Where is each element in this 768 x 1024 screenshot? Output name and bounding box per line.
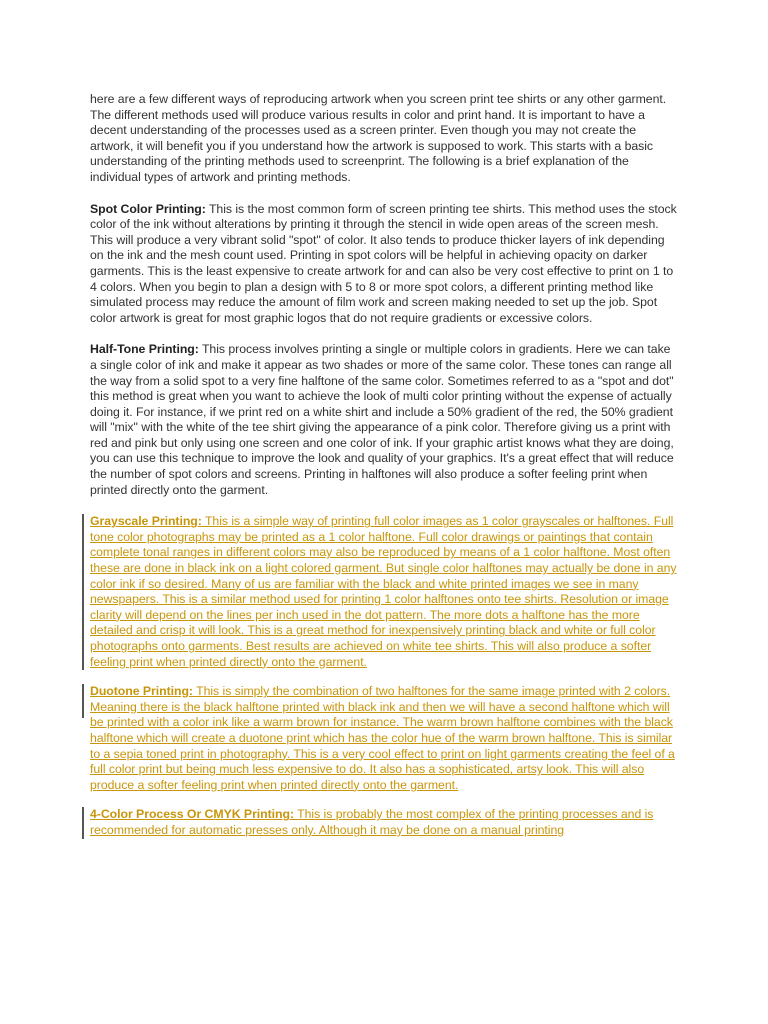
halftone-text: This process involves printing a single or multiple colors in gradients. Here we can take a single color of ink and make it appear as two shades or more of the same color. These tones can range all the way from a solid spot to a very fine halftone of the same color. Sometimes referred to as a "spot and dot" this method is great when you want to achieve the look of multi color printing without the expense of actually doing it. For instance, if we print red on a white shirt and include a 50% gradient of the red, the 50% gradient will "mix" with the white of the tee shirt giving the appearance of a pink color. Therefore giving us a print with red and pink but only using one screen and one color of ink. If your graphic artist knows what they are doing, you can use this technique to improve the look and quality of your graphics. It's a great effect that will reduce the number of spot colors and screens. Printing in halftones will also produce a softer feeling print when printed directly onto the garment. bbox=[90, 342, 674, 497]
duotone-heading: Duotone Printing: bbox=[90, 684, 193, 699]
duotone-link-block[interactable] bbox=[90, 684, 680, 793]
spot-color-text: This is the most common form of screen printing tee shirts. This method uses the stock color of the ink without alterations by printing it through the stencil in wide open areas of the screen mesh. This will produce a very vibrant solid "spot" of color. It also tends to produce thicker layers of ink depending on the ink and the mesh count used. Printing in spot colors will be helpful in achieving opacity on darker garments. This is the least expensive to create artwork for and can also be very cost effective to print on 1 to 4 colors. When you begin to plan a design with 5 to 8 or more spot colors, a different printing method like simulated process may reduce the amount of film work and screen making needed to set up the job. Spot color artwork is great for most graphic logos that do not require gradients or excessive colors. bbox=[90, 201, 677, 325]
duotone-text: This is simply the combination of two halftones for the same image printed with 2 colors. Meaning there is the black halftone printed with black ink and then we will have a second halftone which will be printed with a color ink like a warm brown for instance. The warm brown halftone combines with the black halftone which will create a duotone print which has the color hue of the warm brown halftone. This is similar to a sepia toned print in photography. This is a very cool effect to print on light garments creating the feel of a full color print but being much less expensive to do. It also has a sophisticated, artsy look. This will also produce a softer feeling print when printed directly onto the garment. bbox=[90, 684, 675, 792]
grayscale-link-block[interactable] bbox=[90, 514, 680, 670]
grayscale-text: This is a simple way of printing full color images as 1 color grayscales or halftones. Full tone color photographs may be printed as a 1 color halftone. Full color drawings or paintings that contain complete tonal ranges in different colors may also be reproduced by means of a 1 color halftone. Most often these are done in black ink on a light colored garment. But single color halftones may actually be done in any color ink if so desired. Many of us are familiar with the black and white printed images we see in many newspapers. This is a similar method used for printing 1 color halftones onto tee shirts. Resolution or image clarity will depend on the lines per inch used in the dot pattern. The more dots a halftone has the more detailed and crisp it will look. This is a great method for inexpensively printing black and white or full color photographs onto garments. Best results are achieved on white tee shirts. This will also produce a softer feeling print when printed directly onto the garment. bbox=[90, 514, 677, 669]
spot-color-paragraph bbox=[90, 202, 680, 327]
grayscale-link[interactable] bbox=[90, 514, 676, 668]
halftone-heading: Half-Tone Printing: bbox=[90, 342, 199, 357]
grayscale-heading: Grayscale Printing: bbox=[90, 514, 202, 529]
change-bar bbox=[82, 514, 84, 670]
change-bar bbox=[82, 807, 84, 838]
cmyk-heading: 4-Color Process Or CMYK Printing: bbox=[90, 807, 295, 822]
cmyk-text: This is probably the most complex of the printing processes and is recommended for automatic presses only. Although it may be done on a manual printing bbox=[90, 807, 654, 837]
intro-paragraph bbox=[90, 92, 680, 186]
spot-color-heading: Spot Color Printing: bbox=[90, 201, 206, 216]
duotone-link[interactable] bbox=[90, 684, 675, 792]
document-page bbox=[90, 92, 680, 853]
intro-text: here are a few different ways of reproducing artwork when you screen print tee shirts or any other garment. The different methods used will produce various results in color and print hand. It is important to have a decent understanding of the processes used as a screen printer. Even though you may not create the artwork, it will benefit you if you understand how the artwork is supposed to work. This starts with a basic understanding of the printing methods used to screenprint. The following is a brief explanation of the individual types of artwork and printing methods. bbox=[90, 92, 667, 184]
cmyk-link[interactable] bbox=[90, 807, 653, 837]
change-bar bbox=[82, 684, 84, 718]
halftone-paragraph bbox=[90, 342, 680, 498]
cmyk-link-block[interactable] bbox=[90, 807, 680, 838]
